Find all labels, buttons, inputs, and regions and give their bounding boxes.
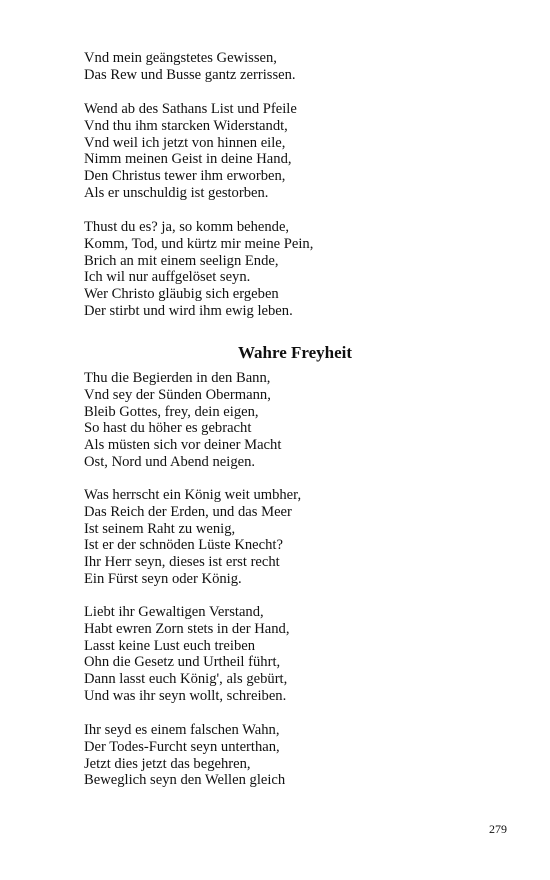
verse-line: Das Reich der Erden, und das Meer xyxy=(84,503,292,520)
verse-line: Bleib Gottes, frey, dein eigen, xyxy=(84,403,259,420)
stanza xyxy=(84,219,504,320)
stanza xyxy=(84,50,504,84)
verse-line: Was herrscht ein König weit umbher, xyxy=(84,487,302,503)
verse-line: Ost, Nord und Abend neigen. xyxy=(84,453,256,470)
verse-line: Als er unschuldig ist gestorben. xyxy=(84,184,269,201)
verse-line: Wend ab des Sathans List und Pfeile xyxy=(84,101,297,117)
verse-line: Der Todes-Furcht seyn unterthan, xyxy=(84,738,280,755)
stanza xyxy=(84,722,504,789)
verse-line: Jetzt dies jetzt das begehren, xyxy=(84,755,251,772)
verse-line: Vnd mein geängstetes Gewissen, xyxy=(84,50,277,66)
verse-line: Das Rew und Busse gantz zerrissen. xyxy=(84,66,296,83)
verse-line: Wer Christo gläubig sich ergeben xyxy=(84,286,279,303)
verse-line: Ein Fürst seyn oder König. xyxy=(84,570,242,587)
stanza xyxy=(84,487,504,588)
verse-line: Ihr Herr seyn, dieses ist erst recht xyxy=(84,554,280,571)
verse-line: Ist seinem Raht zu wenig, xyxy=(84,520,236,537)
verse-line: So hast du höher es gebracht xyxy=(84,420,252,437)
verse-line: Der stirbt und wird ihm ewig leben. xyxy=(84,302,293,319)
stanza xyxy=(84,370,504,471)
verse-line: Brich an mit einem seelign Ende, xyxy=(84,252,279,269)
verse-line: Als müsten sich vor deiner Macht xyxy=(84,437,282,454)
verse-line: Ist er der schnöden Lüste Knecht? xyxy=(84,537,283,554)
verse-line: Thust du es? ja, so komm behende, xyxy=(84,219,290,235)
verse-line: Ihr seyd es einem falschen Wahn, xyxy=(84,722,280,738)
verse-line: Vnd weil ich jetzt von hinnen eile, xyxy=(84,134,286,151)
page-number: 279 xyxy=(489,822,507,836)
verse-line: Lasst keine Lust euch treiben xyxy=(84,637,256,654)
verse-line: Habt ewren Zorn stets in der Hand, xyxy=(84,620,290,637)
verse-line: Vnd thu ihm starcken Widerstandt, xyxy=(84,117,288,134)
verse-line: Vnd sey der Sünden Obermann, xyxy=(84,386,271,403)
verse-line: Nimm meinen Geist in deine Hand, xyxy=(84,151,292,168)
verse-line: Und was ihr seyn wollt, schreiben. xyxy=(84,687,287,704)
verse-line: Ohn die Gesetz und Urtheil führt, xyxy=(84,654,281,671)
stanza xyxy=(84,604,504,705)
verse-line: Thu die Begierden in den Bann, xyxy=(84,370,271,386)
verse-line: Liebt ihr Gewaltigen Verstand, xyxy=(84,604,264,620)
verse-line: Dann lasst euch König', als gebürt, xyxy=(84,671,288,688)
verse-line: Komm, Tod, und kürtz mir meine Pein, xyxy=(84,235,314,252)
verse-line: Den Christus tewer ihm erworben, xyxy=(84,168,286,185)
poem-title: Wahre Freyheit xyxy=(237,343,353,362)
verse-line: Ich wil nur auffgelöset seyn. xyxy=(84,269,251,286)
stanza xyxy=(84,101,504,202)
verse-line: Beweglich seyn den Wellen gleich xyxy=(84,772,286,789)
